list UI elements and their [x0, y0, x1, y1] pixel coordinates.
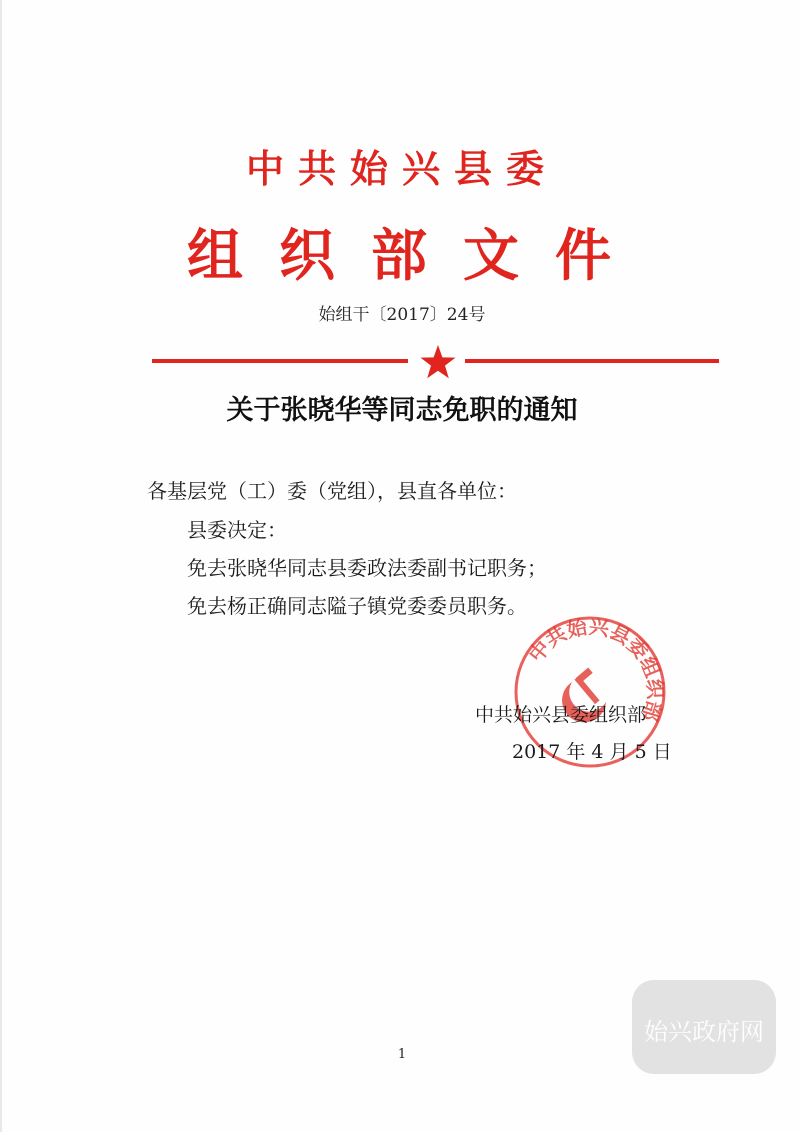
signing-organization: 中共始兴县委组织部 [475, 704, 647, 726]
header-document-type: 组织部文件 [187, 223, 647, 289]
paragraph-removal-1: 免去张晓华同志县委政法委副书记职务； [187, 556, 547, 580]
page-number: 1 [397, 1047, 407, 1062]
signing-date: 2017 年 4 月 5 日 [512, 741, 672, 763]
document-number: 始组干〔2017〕24号 [318, 305, 486, 325]
header-org-line: 中共始兴县委 [245, 146, 558, 191]
site-watermark [624, 972, 784, 1082]
paragraph-decision: 县委决定： [187, 518, 287, 542]
red-star-icon [420, 344, 456, 380]
red-rule-right [465, 359, 719, 363]
salutation: 各基层党（工）委（党组），县直各单位： [147, 479, 517, 503]
seal-text: 中共始兴县委组织部 [523, 614, 668, 724]
red-rule-left [152, 359, 408, 363]
paragraph-removal-2: 免去杨正确同志隘子镇党委委员职务。 [187, 594, 527, 618]
notice-title: 关于张晓华等同志免职的通知 [226, 395, 578, 426]
watermark-text: 始兴政府网 [644, 1018, 764, 1046]
